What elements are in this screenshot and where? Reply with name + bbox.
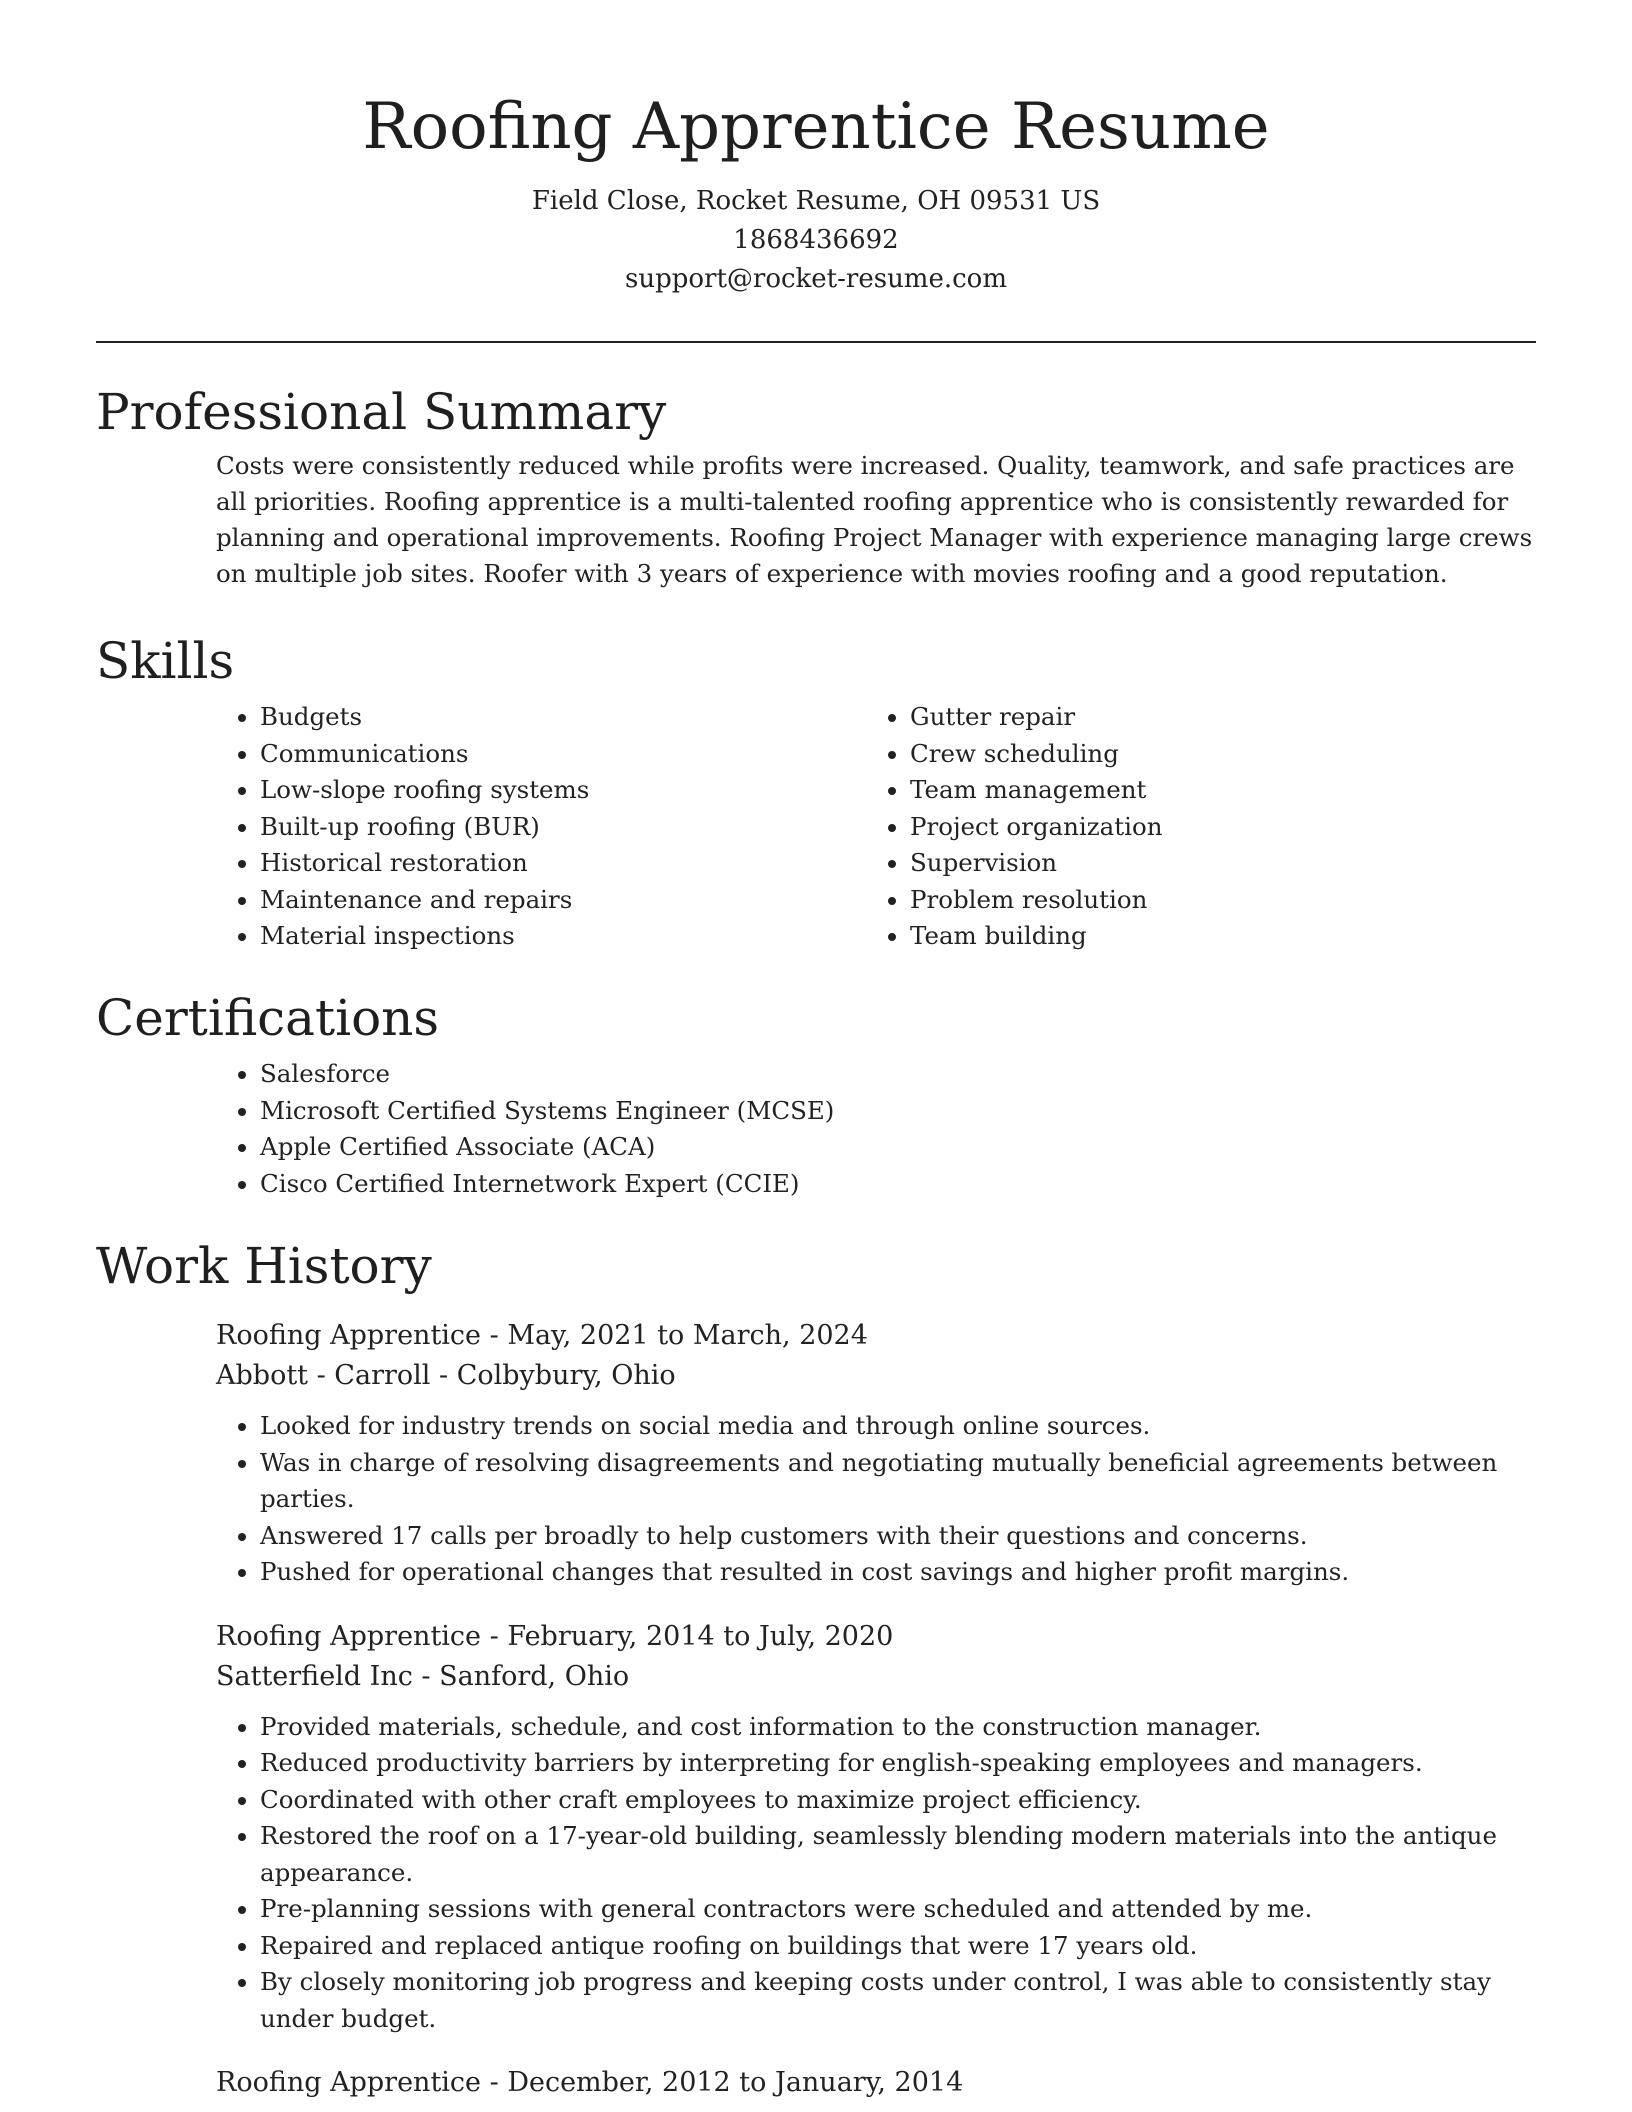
job-entry	[216, 2063, 1536, 2103]
resume-title: Roofing Apprentice Resume	[362, 90, 1270, 164]
skills-heading: Skills	[96, 632, 235, 690]
job-title: Roofing Apprentice - May, 2021 to March, 2024	[216, 1320, 868, 1351]
address: Field Close, Rocket Resume, OH 09531 US	[531, 186, 1101, 216]
job-duties	[216, 1408, 1536, 1591]
job-duty: • Repaired and replaced antique roofing on buildings that were 17 years old.	[260, 1928, 1536, 1965]
job-duty: • By closely monitoring job progress and keeping costs under control, I was able to consistently stay under budget.	[260, 1964, 1536, 2037]
job-duty: • Looked for industry trends on social media and through online sources.	[260, 1408, 1536, 1445]
job-duty: • Pre-planning sessions with general contractors were scheduled and attended by me.	[260, 1891, 1536, 1928]
skills-section	[96, 631, 1536, 955]
skills-list-left	[96, 699, 745, 955]
certification-item: • Microsoft Certified Systems Engineer (MCSE)	[260, 1093, 1536, 1130]
job-duty: • Provided materials, schedule, and cost information to the construction manager.	[260, 1709, 1536, 1746]
job-entry	[216, 1617, 1536, 2038]
skill-item: • Crew scheduling	[910, 736, 1395, 773]
job-duties	[216, 1709, 1536, 2038]
email: support@rocket-resume.com	[624, 264, 1007, 294]
job-title: Roofing Apprentice - February, 2014 to July, 2020	[216, 1620, 894, 1652]
skill-item: • Communications	[260, 736, 745, 773]
skill-item: • Built-up roofing (BUR)	[260, 809, 745, 846]
header-divider	[96, 341, 1536, 343]
skills-columns	[96, 699, 1536, 955]
job-duty: • Reduced productivity barriers by interpreting for english-speaking employees and managers.	[260, 1745, 1536, 1782]
phone: 1868436692	[733, 225, 899, 255]
skills-list-right	[745, 699, 1395, 955]
certifications-list	[96, 1056, 1536, 1202]
skill-item: • Low-slope roofing systems	[260, 772, 745, 809]
skill-item: • Historical restoration	[260, 845, 745, 882]
certification-item: • Cisco Certified Internetwork Expert (CCIE)	[260, 1166, 1536, 1203]
job-entry	[216, 1316, 1536, 1591]
job-company: Abbott - Carroll - Colbybury, Ohio	[216, 1360, 676, 1391]
job-duty: • Pushed for operational changes that resulted in cost savings and higher profit margins.	[260, 1554, 1536, 1591]
job-duty: • Was in charge of resolving disagreements and negotiating mutually beneficial agreements between parties.	[260, 1445, 1536, 1518]
summary-text: Costs were consistently reduced while profits were increased. Quality, teamwork, and safe practices are all priorities. Roofing apprentice is a multi-talented roofing apprentice who is consistently rewarded for planning and operational improvements. Roofing Project Manager with experience managing large crews on multiple job sites. Roofer with 3 years of experience with movies roofing and a good reputation.	[216, 451, 1533, 588]
resume-header	[0, 0, 1632, 299]
skill-item: • Team building	[910, 918, 1395, 955]
skill-item: • Problem resolution	[910, 882, 1395, 919]
contact-info	[0, 182, 1632, 299]
certification-item: • Salesforce	[260, 1056, 1536, 1093]
work-history-heading: Work History	[96, 1237, 432, 1295]
job-duty: • Answered 17 calls per broadly to help customers with their questions and concerns.	[260, 1518, 1536, 1555]
certification-item: • Apple Certified Associate (ACA)	[260, 1129, 1536, 1166]
job-company: Satterfield Inc - Sanford, Ohio	[216, 1660, 630, 1692]
job-duty: • Restored the roof on a 17-year-old building, seamlessly blending modern materials into the antique appearance.	[260, 1818, 1536, 1891]
job-title: Roofing Apprentice - December, 2012 to January, 2014	[216, 2067, 964, 2098]
skill-item: • Supervision	[910, 845, 1395, 882]
work-history-section	[96, 1236, 1536, 2103]
skill-item: • Budgets	[260, 699, 745, 736]
job-duty: • Coordinated with other craft employees to maximize project efficiency.	[260, 1782, 1536, 1819]
skill-item: • Material inspections	[260, 918, 745, 955]
certifications-section	[96, 988, 1536, 1202]
summary-heading: Professional Summary	[96, 383, 667, 441]
skill-item: • Team management	[910, 772, 1395, 809]
skill-item: • Gutter repair	[910, 699, 1395, 736]
skill-item: • Project organization	[910, 809, 1395, 846]
certifications-heading: Certifications	[96, 989, 440, 1047]
summary-section	[96, 382, 1536, 592]
skill-item: • Maintenance and repairs	[260, 882, 745, 919]
